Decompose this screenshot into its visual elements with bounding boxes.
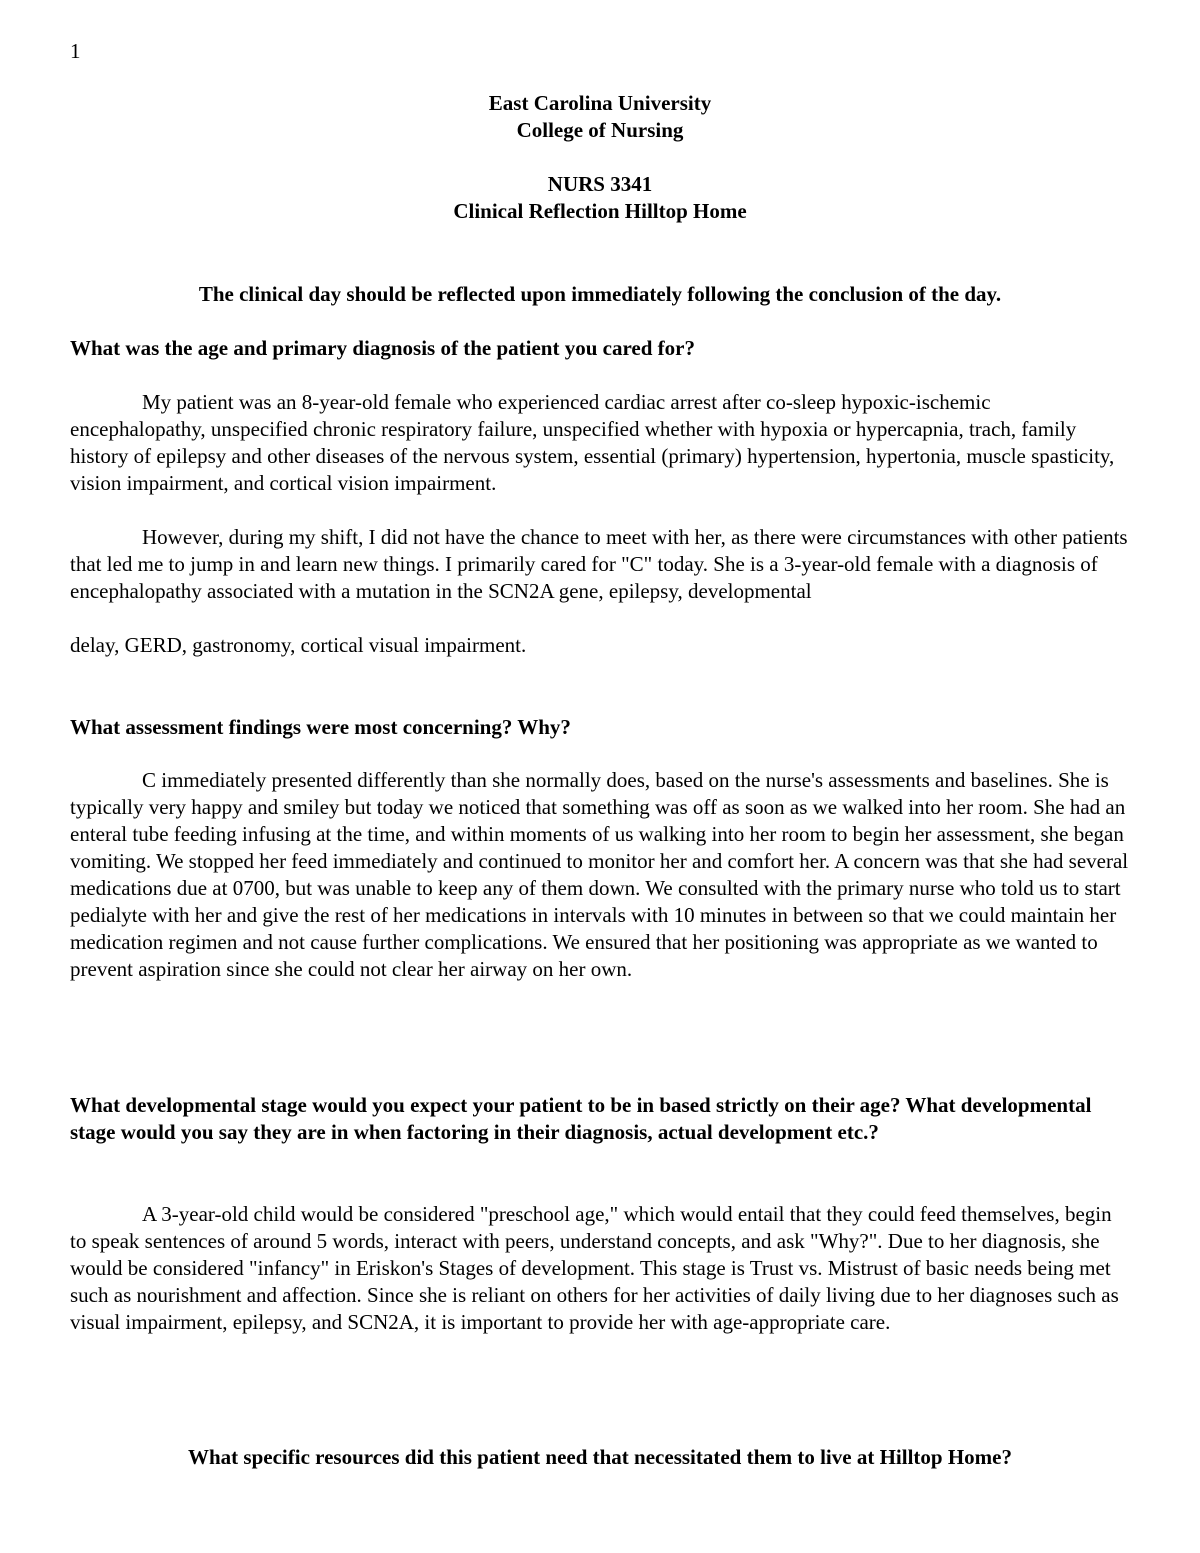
- course-code: NURS 3341: [547, 172, 653, 196]
- instruction-text: The clinical day should be reflected upon immediately following the conclusion of the day.: [198, 282, 1002, 306]
- header-spacer: [0, 144, 1200, 171]
- answer-assessment-findings: C immediately presented differently than she normally does, based on the nurse's assessments and baselines. She is typically very happy and smiley but today we noticed that something was off as soon as we walked into her room. She had an enteral tube feeding infusing at the time, and within moments of us walking into her room to begin her assessment, she began vomiting. We stopped her feed immediately and continued to monitor her and comfort her. A concern was that she had several medications due at 0700, but was unable to keep any of them down. We consulted with the primary nurse who told us to start pedialyte with her and give the rest of her medications in intervals with 10 minutes in between so that we could maintain her medication regimen and not cause further complications. We ensured that her positioning was appropriate as we wanted to prevent aspiration since she could not clear her airway on her own.: [70, 768, 1129, 981]
- question-specific-resources: What specific resources did this patient need that necessitated them to live at Hilltop Home?: [188, 1445, 1012, 1469]
- question-developmental-stage: What developmental stage would you expect your patient to be in based strictly on their age? What developmental stage would you say they are in when factoring in their diagnosis, actual development etc.?: [70, 1093, 1092, 1144]
- page-number: 1: [70, 39, 81, 63]
- question-age-diagnosis: What was the age and primary diagnosis of the patient you cared for?: [70, 336, 695, 360]
- university-name: East Carolina University: [488, 91, 712, 115]
- document-title: Clinical Reflection Hilltop Home: [453, 199, 747, 223]
- question-assessment-findings: What assessment findings were most concerning? Why?: [70, 715, 571, 739]
- college-name: College of Nursing: [516, 118, 684, 142]
- answer-age-diagnosis-paragraph-2: However, during my shift, I did not have the chance to meet with her, as there were circumstances with other patients that led me to jump in and learn new things. I primarily cared for "C" today. She is a 3-year-old female with a diagnosis of encephalopathy associated with a mutation in the SCN2A gene, epilepsy, developmental: [70, 525, 1128, 603]
- answer-age-diagnosis-paragraph-2-continued: delay, GERD, gastronomy, cortical visual impairment.: [70, 633, 527, 657]
- document-header: [0, 90, 1200, 225]
- answer-age-diagnosis-paragraph-1: My patient was an 8-year-old female who experienced cardiac arrest after co-sleep hypoxic-ischemic encephalopathy, unspecified chronic respiratory failure, unspecified whether with hypoxia or hypercapnia, trach, family history of epilepsy and other diseases of the nervous system, essential (primary) hypertension, hypertonia, muscle spasticity, vision impairment, and cortical vision impairment.: [70, 390, 1115, 495]
- answer-developmental-stage: A 3-year-old child would be considered "preschool age," which would entail that they could feed themselves, begin to speak sentences of around 5 words, interact with peers, understand concepts, and ask "Why?". Due to her diagnosis, she would be considered "infancy" in Eriskon's Stages of development. This stage is Trust vs. Mistrust of basic needs being met such as nourishment and affection. Since she is reliant on others for her activities of daily living due to her diagnoses such as visual impairment, epilepsy, and SCN2A, it is important to provide her with age-appropriate care.: [70, 1202, 1119, 1334]
